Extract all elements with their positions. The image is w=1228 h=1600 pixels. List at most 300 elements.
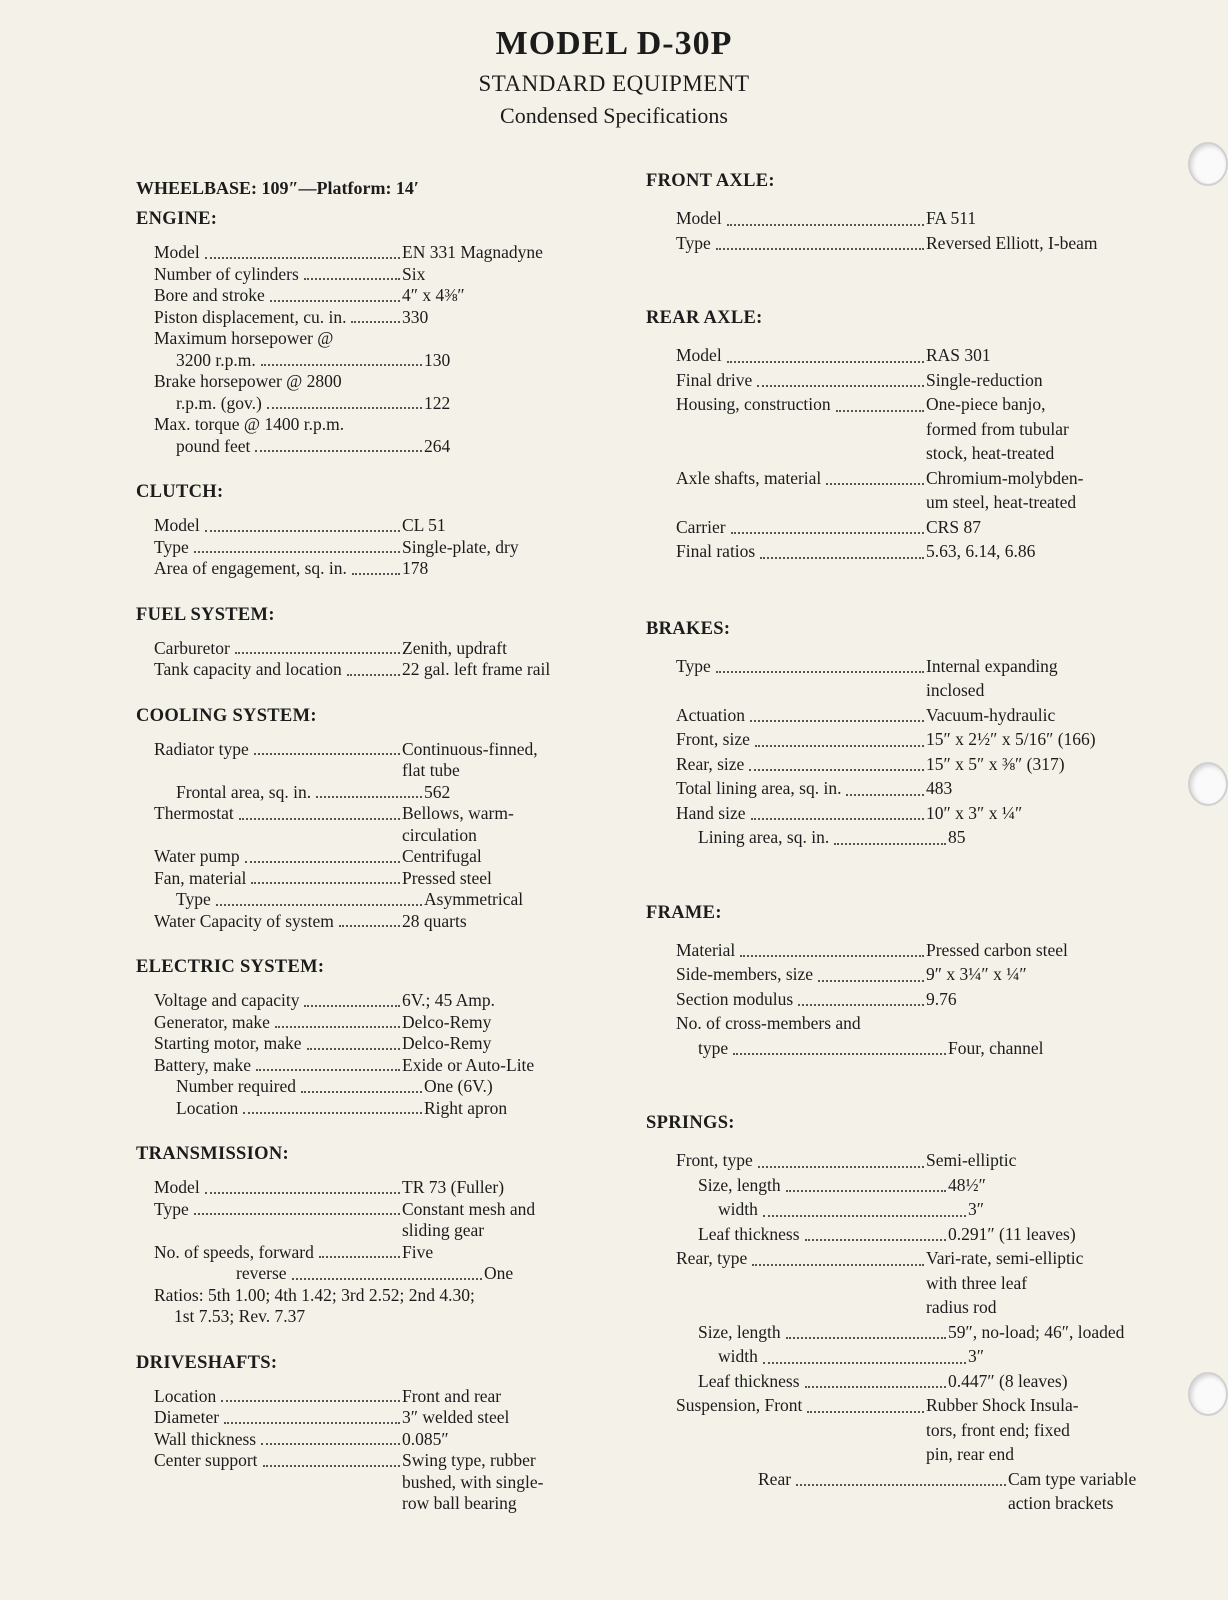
dot-leader [796,1484,1006,1486]
spec-label-cell [136,889,424,911]
spec-label: Model [676,208,722,228]
section-heading: COOLING SYSTEM: [136,705,317,726]
page-title: MODEL D-30P [495,25,733,62]
spec-row [658,1148,1178,1173]
spec-value: Cam type variable action brackets [1008,1468,1137,1513]
section-heading: FRAME: [646,902,722,923]
dot-leader [256,1069,400,1071]
spec-label: r.p.m. (gov.) [176,392,262,413]
dot-leader [716,248,924,250]
spec-row [136,1386,616,1408]
spec-row [658,466,1178,515]
section-heading: FUEL SYSTEM: [136,604,275,625]
dot-leader [352,573,400,575]
spec-row [658,962,1178,987]
spec-row [658,515,1178,540]
spec-label-cell [658,1222,948,1247]
spec-label: Carburetor [154,637,230,658]
spec-label: Starting motor, make [154,1033,302,1053]
dot-leader [752,1264,924,1266]
spec-label-cell [136,846,402,868]
spec-label: Material [676,939,736,960]
spec-value: 0.447″ (8 leaves) [948,1370,1068,1391]
spec-value: 10″ x 3″ x ¼″ [926,802,1023,823]
spec-value: 9″ x 3¼″ x ¼″ [926,964,1027,984]
spec-value: 0.085″ [402,1428,449,1449]
spec-row [136,285,616,307]
dot-leader [267,407,422,409]
spec-value: Exide or Auto-Lite [402,1054,535,1075]
spec-label: Radiator type [154,738,249,759]
spec-row [658,727,1178,752]
binder-hole [1188,762,1228,806]
spec-label-cell [658,727,926,752]
dot-leader [763,1215,966,1217]
spec-row [658,343,1178,368]
spec-row [658,231,1178,256]
page-subsubtitle: Condensed Specifications [500,103,728,128]
spec-label-cell [658,368,926,393]
spec-label: Side-members, size [676,964,814,984]
spec-value: 0.291″ (11 leaves) [948,1223,1076,1244]
spec-label: Type [154,536,189,557]
spec-label: reverse [236,1263,287,1283]
spec-label: Size, length [698,1174,781,1195]
spec-value: 122 [424,392,451,413]
spec-row [136,638,616,660]
spec-label: Location [176,1097,239,1118]
spec-value: 3″ [968,1346,985,1366]
spec-value: 330 [402,306,429,327]
dot-leader [786,1337,946,1339]
spec-label: Maximum horsepower @ [154,328,334,348]
spec-row [658,703,1178,728]
spec-label: Fan, material [154,867,247,888]
spec-note: 1st 7.53; Rev. 7.37 [174,1306,306,1326]
spec-label: width [718,1346,758,1366]
dot-leader [205,1192,400,1194]
spec-label: Tank capacity and location [154,659,342,679]
spec-value: Vari-rate, semi-elliptic with three leaf radius rod [926,1248,1084,1317]
dot-leader [304,278,400,280]
section-brakes [646,616,1178,850]
spec-label: Suspension, Front [676,1395,803,1415]
spec-value: Bellows, warm- circulation [402,803,514,845]
right-column [646,170,1178,1538]
spec-value: Continuous-finned, flat tube [402,738,538,780]
spec-label-cell [658,515,926,540]
dot-leader [826,483,924,485]
spec-label-cell [658,1173,948,1198]
spec-label-cell [658,343,926,368]
dot-leader [221,1400,400,1402]
dot-leader [818,980,924,982]
spec-label: Axle shafts, material [676,467,822,488]
spec-label: Number of cylinders [154,263,299,284]
spec-row [658,1011,1178,1036]
spec-label-cell [658,1197,968,1222]
section-heading: TRANSMISSION: [136,1144,289,1164]
spec-value: Delco-Remy [402,1011,492,1032]
spec-row [136,911,616,933]
spec-row [658,987,1178,1012]
spec-row [136,307,616,329]
spec-label-cell [136,264,402,286]
spec-label: Piston displacement, cu. in. [154,306,347,327]
spec-value: 5.63, 6.14, 6.86 [926,541,1036,561]
dot-leader [716,671,924,673]
spec-label-cell [136,868,402,890]
section-clutch [136,479,616,580]
spec-row [136,889,616,911]
dot-leader [763,1362,966,1364]
spec-value: 178 [402,558,429,578]
section-rear-axle [646,305,1178,564]
spec-label-cell [136,307,402,329]
spec-row [136,1242,616,1264]
spec-label-cell [658,206,926,231]
spec-label: Total lining area, sq. in. [676,778,842,798]
spec-label: Max. torque @ 1400 r.p.m. [154,414,345,434]
dot-leader [727,224,924,226]
spec-label: Diameter [154,1407,220,1427]
dot-leader [205,530,400,532]
spec-label: Location [154,1385,217,1406]
spec-row [658,1320,1178,1345]
dot-leader [263,1465,400,1467]
spec-label: Wall thickness [154,1428,257,1449]
spec-label: Leaf thickness [698,1370,800,1391]
spec-label-cell [658,703,926,728]
spec-value: 3″ welded steel [402,1407,510,1427]
dot-leader [805,1386,946,1388]
spec-label: Size, length [698,1321,781,1342]
spec-row [136,436,616,458]
spec-value: 15″ x 2½″ x 5/16″ (166) [926,729,1096,749]
dot-leader [275,1026,400,1028]
page-header [0,24,1228,132]
spec-row [136,242,616,264]
spec-label-cell [658,1369,948,1394]
dot-leader [316,796,422,798]
spec-label-cell [658,1246,926,1271]
section-fuel-system [136,602,616,681]
spec-label-cell [136,515,402,537]
dot-leader [339,925,400,927]
spec-value: Asymmetrical [424,889,524,909]
spec-row [136,558,616,580]
spec-label-cell [136,558,402,580]
spec-label: Center support [154,1450,258,1470]
spec-value: Single-reduction [926,369,1043,390]
spec-label-cell [136,1199,402,1221]
spec-label-cell [136,1263,484,1285]
spec-label-cell [136,1429,402,1451]
spec-row [658,1393,1178,1467]
spec-value: Constant mesh and sliding gear [402,1198,536,1240]
spec-label-cell [136,285,402,307]
section-heading: REAR AXLE: [646,308,763,328]
spec-value: RAS 301 [926,345,991,365]
spec-label-cell [658,1393,926,1418]
spec-row [136,1076,616,1098]
spec-row [136,803,616,846]
dot-leader [224,1422,400,1424]
spec-row [136,1012,616,1034]
section-heading: ENGINE: [136,209,218,229]
spec-value: 130 [424,349,451,370]
spec-value: 6V.; 45 Amp. [402,990,496,1010]
spec-label-cell [136,803,402,825]
section-electric-system [136,954,616,1119]
left-column [136,170,616,1537]
dot-leader [733,1053,946,1055]
spec-label-cell [136,1076,424,1098]
dot-leader [251,882,400,884]
spec-row [658,776,1178,801]
spec-label: Type [676,655,711,676]
spec-label: Final ratios [676,541,756,561]
spec-label: Type [154,1198,189,1219]
dot-leader [750,720,924,722]
spec-row [658,752,1178,777]
spec-label-cell [136,1033,402,1055]
section-heading: FRONT AXLE: [646,171,775,191]
spec-row [136,537,616,559]
dot-leader [758,1166,924,1168]
section-front-axle [646,168,1178,255]
spec-row [658,825,1178,850]
spec-label-cell [658,1467,1008,1492]
spec-label-cell [136,1012,402,1034]
spec-row [658,801,1178,826]
dot-leader [307,1048,400,1050]
spec-value: Reversed Elliott, I-beam [926,232,1098,253]
spec-note: Ratios: 5th 1.00; 4th 1.42; 3rd 2.52; 2nd 4.30; [154,1284,475,1305]
spec-row [658,654,1178,703]
spec-label: Model [154,515,200,535]
spec-label: Voltage and capacity [154,990,300,1010]
spec-label: Rear, size [676,753,745,774]
spec-row [136,1177,616,1199]
spec-label: Carrier [676,516,726,537]
spec-label: type [698,1037,729,1058]
section-cooling-system [136,703,616,933]
spec-value: Vacuum-hydraulic [926,704,1056,725]
spec-row [658,1197,1178,1222]
spec-row [658,1369,1178,1394]
spec-label: Type [176,889,211,909]
spec-value: 28 quarts [402,910,467,931]
dot-leader [836,410,924,412]
spec-row [136,846,616,868]
spec-value: Five [402,1241,434,1262]
spec-value: TR 73 (Fuller) [402,1177,505,1197]
spec-value: Pressed steel [402,867,492,888]
spec-label: Model [154,242,200,262]
spec-label: Model [154,1177,200,1197]
dot-leader [798,1004,924,1006]
spec-value: CRS 87 [926,516,981,537]
spec-row [136,414,616,436]
spec-label: Bore and stroke [154,285,265,305]
spec-row [658,368,1178,393]
spec-label: Rear [758,1468,792,1489]
dot-leader [194,1213,400,1215]
spec-row [136,393,616,415]
dot-leader [727,361,924,363]
spec-label: Water Capacity of system [154,910,334,931]
spec-row [136,782,616,804]
dot-leader [239,818,400,820]
spec-label-cell [136,350,424,372]
spec-label-cell [136,638,402,660]
spec-row [136,1033,616,1055]
spec-label: No. of speeds, forward [154,1241,314,1262]
spec-value: 3″ [968,1199,985,1219]
spec-label: No. of cross-members and [676,1013,861,1033]
spec-label: Leaf thickness [698,1223,800,1244]
dot-leader [846,794,924,796]
section-heading: CLUTCH: [136,482,224,502]
spec-value: Zenith, updraft [402,637,507,658]
dot-leader [261,364,422,366]
spec-label: Model [676,345,722,365]
spec-label: Area of engagement, sq. in. [154,558,347,578]
section-engine [136,206,616,457]
dot-leader [205,257,400,259]
spec-label-cell [658,1148,926,1173]
dot-leader [351,321,400,323]
spec-value: 9.76 [926,988,957,1009]
spec-label-cell [136,537,402,559]
spec-label: Rear, type [676,1248,748,1268]
dot-leader [243,1112,422,1114]
dot-leader [301,1091,422,1093]
spec-row [658,938,1178,963]
spec-row [136,328,616,350]
dot-leader [751,818,925,820]
dot-leader [740,955,924,957]
dot-leader [254,753,400,755]
spec-row [136,1263,616,1285]
dot-leader [749,769,924,771]
spec-label: Brake horsepower @ 2800 [154,371,342,391]
spec-label-cell [136,1407,402,1429]
dot-leader [807,1411,924,1413]
spec-label-cell [136,1098,424,1120]
spec-row [136,659,616,681]
spec-label: Frontal area, sq. in. [176,781,312,802]
spec-value: FA 511 [926,208,977,228]
spec-row [136,350,616,372]
spec-label-cell [658,1036,948,1061]
spec-value: EN 331 Magnadyne [402,242,543,262]
dot-leader [216,904,422,906]
spec-value: 4″ x 4⅜″ [402,285,465,305]
spec-label-cell [136,739,402,761]
spec-row [658,392,1178,466]
spec-value: Right apron [424,1097,508,1118]
spec-label: width [718,1199,758,1219]
spec-value: Six [402,263,426,284]
spec-value: 48½″ [948,1174,986,1195]
spec-value: CL 51 [402,515,446,535]
wheelbase-line: WHEELBASE: 109″—Platform: 14′ [136,178,419,198]
dot-leader [731,532,924,534]
spec-label-cell [136,371,402,393]
dot-leader [304,1005,400,1007]
spec-row [136,990,616,1012]
spec-label: Final drive [676,369,753,390]
spec-value: 85 [948,827,966,847]
spec-label: Thermostat [154,803,234,823]
spec-label-cell [658,1344,968,1369]
spec-label-cell [658,938,926,963]
spec-value: 59″, no-load; 46″, loaded [948,1321,1125,1342]
spec-label-cell [658,825,948,850]
spec-row [658,1036,1178,1061]
dot-leader [292,1278,482,1280]
spec-label-cell [136,911,402,933]
spec-label-cell [658,776,926,801]
spec-label: Front, type [676,1150,753,1170]
spec-value: Pressed carbon steel [926,939,1068,960]
spec-row [658,1344,1178,1369]
spec-label-cell [136,1177,402,1199]
section-heading: DRIVESHAFTS: [136,1352,278,1373]
spec-label-cell [136,659,402,681]
spec-label-cell [658,1011,926,1036]
spec-label: Type [676,232,711,253]
spec-label-cell [136,1242,402,1264]
spec-value: Chromium-molybden- um steel, heat-treated [926,467,1084,512]
spec-label-cell [658,231,926,256]
dot-leader [255,450,422,452]
spec-label-cell [136,393,424,415]
spec-label: Battery, make [154,1054,252,1075]
dot-leader [755,745,924,747]
spec-row [136,1450,616,1515]
spec-label-cell [658,1320,948,1345]
section-transmission [136,1141,616,1328]
spec-label: Actuation [676,704,746,725]
spec-row [136,1199,616,1242]
dot-leader [805,1239,946,1241]
spec-row [136,264,616,286]
spec-value: One-piece banjo, formed from tubular stock, heat-treated [926,394,1069,463]
spec-row [136,1429,616,1451]
spec-value: Front and rear [402,1385,502,1406]
page-subtitle: STANDARD EQUIPMENT [478,71,750,96]
binder-hole [1188,142,1228,186]
spec-row [658,206,1178,231]
spec-row [136,515,616,537]
spec-value: 562 [424,781,451,802]
spec-label: Water pump [154,846,240,866]
section-heading: SPRINGS: [646,1113,735,1133]
spec-label: Lining area, sq. in. [698,827,830,847]
spec-label-cell [136,1386,402,1408]
spec-label-cell [136,414,402,436]
dot-leader [270,300,400,302]
spec-row [136,371,616,393]
spec-label-cell [136,1450,402,1472]
dot-leader [786,1190,946,1192]
spec-value: Semi-elliptic [926,1150,1017,1170]
section-heading: BRAKES: [646,618,731,639]
spec-value: One (6V.) [424,1076,493,1096]
